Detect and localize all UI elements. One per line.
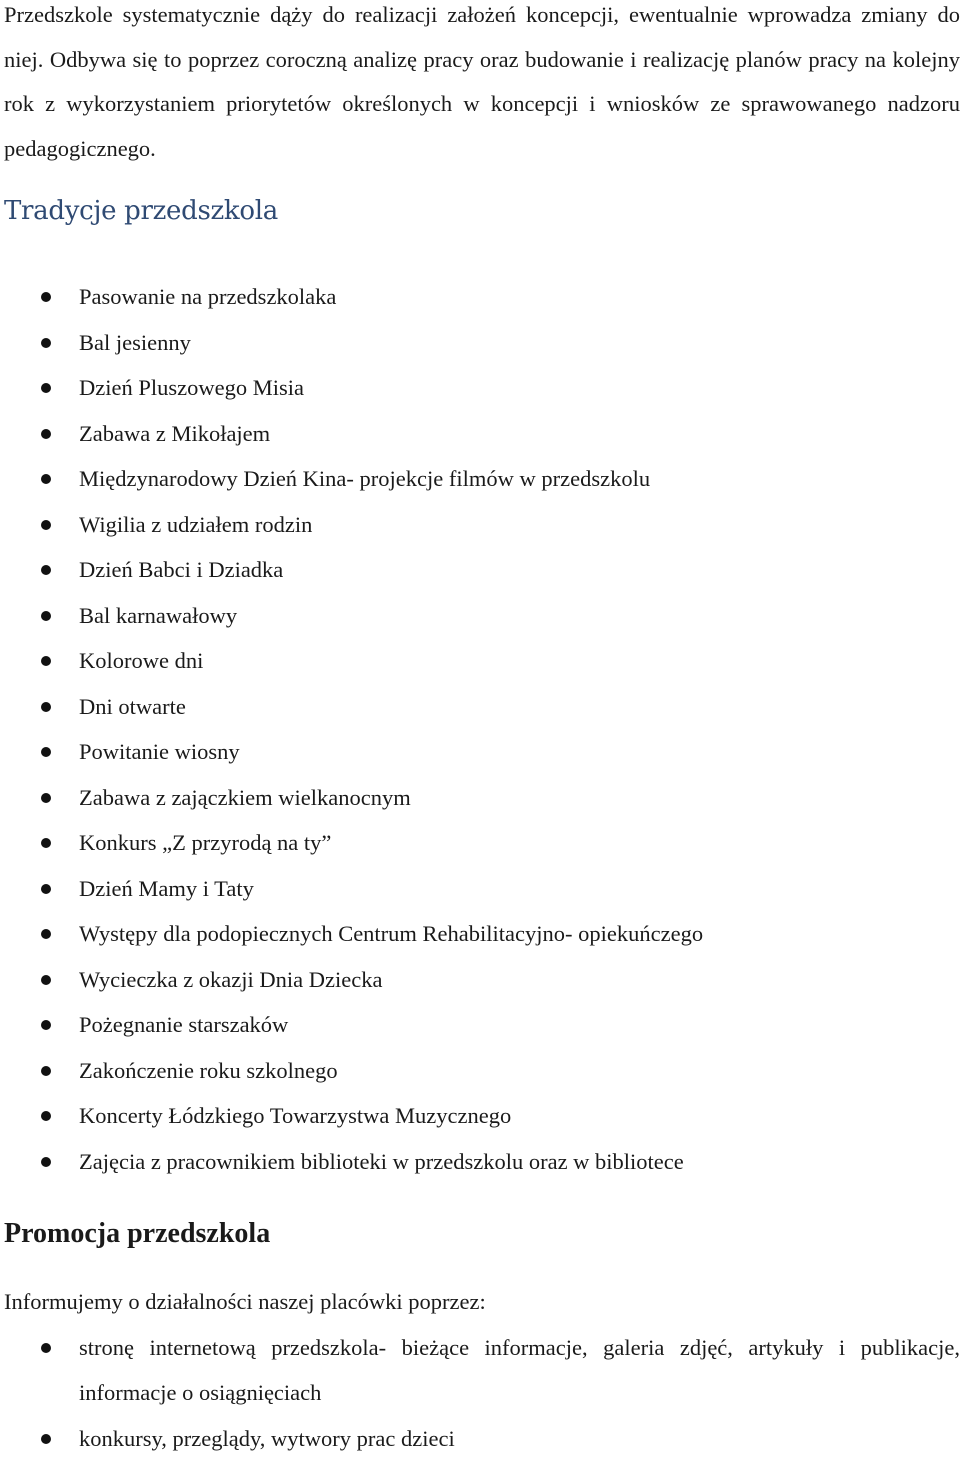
bullet-icon — [41, 1020, 51, 1030]
bullet-icon — [41, 1111, 51, 1121]
list-item: Wycieczka z okazji Dnia Dziecka — [0, 965, 960, 1011]
list-item: Zabawa z Mikołajem — [0, 419, 960, 465]
intro-paragraph: Przedszkole systematycznie dąży do realizacji założeń koncepcji, ewentualnie wprowadza zmiany do niej. Odbywa się to poprzez coroczną analizę pracy oraz budowanie i realizację planów pracy na kolejny rok z wykorzystaniem priorytetów określonych w koncepcji i wniosków ze sprawowanego nadzoru pedagogicznego. — [4, 0, 960, 171]
bullet-icon — [41, 611, 51, 621]
bullet-icon — [41, 975, 51, 985]
list-item: Międzynarodowy Dzień Kina- projekcje filmów w przedszkolu — [0, 464, 960, 510]
bullet-icon — [41, 565, 51, 575]
list-item: konkursy, przeglądy, wytwory prac dzieci — [0, 1424, 960, 1469]
list-item: Powitanie wiosny — [0, 737, 960, 783]
list-item: Dzień Mamy i Taty — [0, 874, 960, 920]
promocja-list — [0, 1333, 960, 1469]
list-item: Występy dla podopiecznych Centrum Rehabilitacyjno- opiekuńczego — [0, 919, 960, 965]
list-item: Pasowanie na przedszkolaka — [0, 282, 960, 328]
list-item: Bal karnawałowy — [0, 601, 960, 647]
bullet-icon — [41, 474, 51, 484]
list-item: Pożegnanie starszaków — [0, 1010, 960, 1056]
bullet-icon — [41, 383, 51, 393]
list-item: Bal jesienny — [0, 328, 960, 374]
list-item: Zabawa z zajączkiem wielkanocnym — [0, 783, 960, 829]
list-item: Zajęcia z pracownikiem biblioteki w przedszkolu oraz w bibliotece — [0, 1147, 960, 1193]
bullet-icon — [41, 656, 51, 666]
bullet-icon — [41, 793, 51, 803]
promocja-intro: Informujemy o działalności naszej placówki poprzez: — [4, 1287, 486, 1317]
bullet-icon — [41, 429, 51, 439]
list-item: stronę internetową przedszkola- bieżące informacje, galeria zdjęć, artykuły i publikacje, informacje o osiągnięciach — [0, 1333, 960, 1424]
tradycje-heading: Tradycje przedszkola — [4, 196, 278, 226]
list-item: Dni otwarte — [0, 692, 960, 738]
bullet-icon — [41, 838, 51, 848]
list-item: Zakończenie roku szkolnego — [0, 1056, 960, 1102]
list-item: Dzień Babci i Dziadka — [0, 555, 960, 601]
bullet-icon — [41, 1434, 51, 1444]
bullet-icon — [41, 702, 51, 712]
list-item: Koncerty Łódzkiego Towarzystwa Muzycznego — [0, 1101, 960, 1147]
list-item: Kolorowe dni — [0, 646, 960, 692]
promocja-heading: Promocja przedszkola — [4, 1218, 270, 1250]
bullet-icon — [41, 520, 51, 530]
list-item: Wigilia z udziałem rodzin — [0, 510, 960, 556]
bullet-icon — [41, 292, 51, 302]
bullet-icon — [41, 747, 51, 757]
bullet-icon — [41, 1343, 51, 1353]
list-item: Dzień Pluszowego Misia — [0, 373, 960, 419]
bullet-icon — [41, 929, 51, 939]
bullet-icon — [41, 884, 51, 894]
list-item: Konkurs „Z przyrodą na ty” — [0, 828, 960, 874]
bullet-icon — [41, 338, 51, 348]
tradycje-list — [0, 282, 960, 1192]
bullet-icon — [41, 1066, 51, 1076]
bullet-icon — [41, 1157, 51, 1167]
